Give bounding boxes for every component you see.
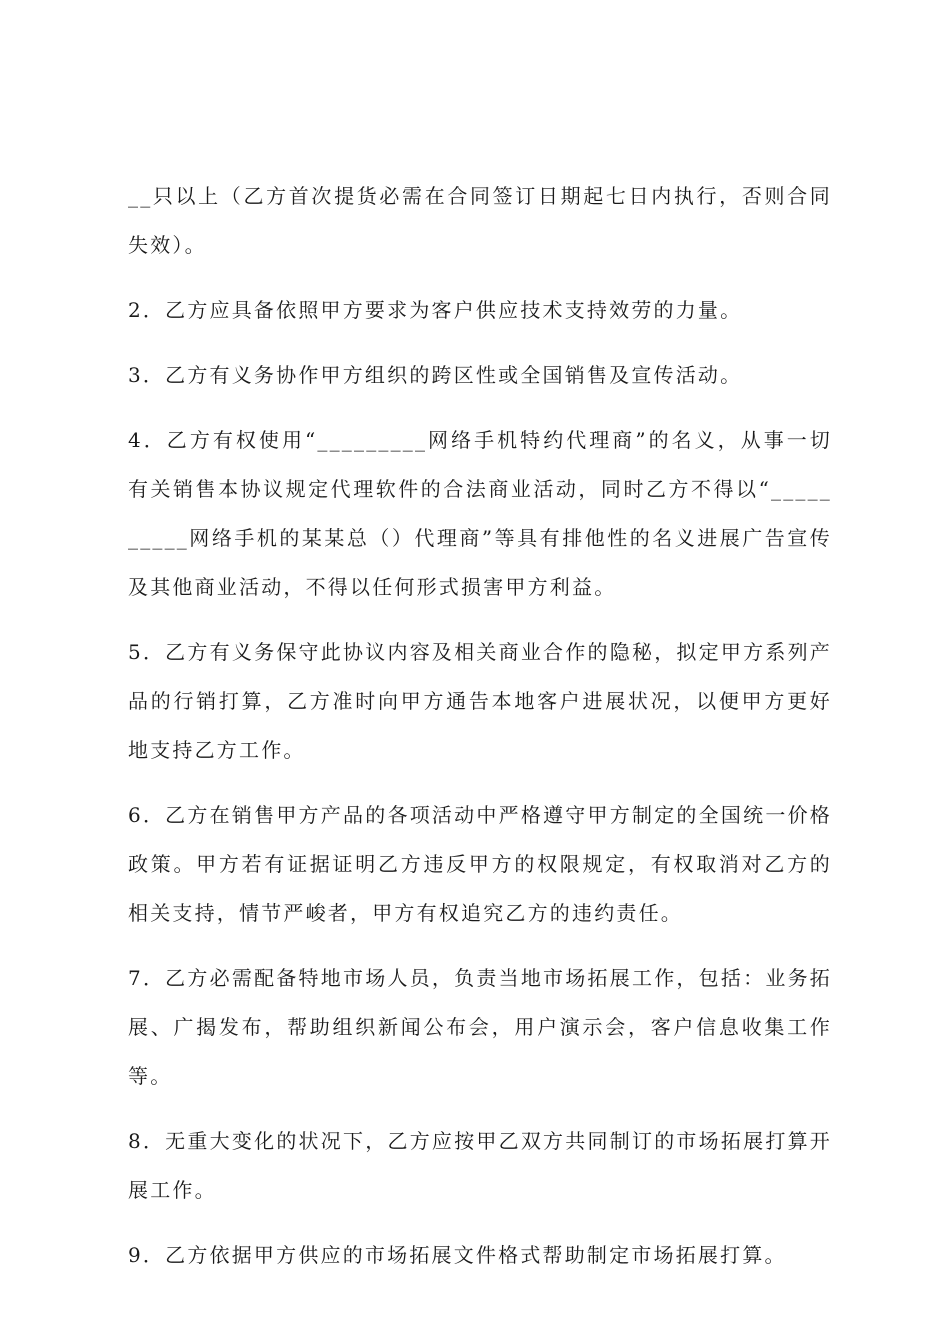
paragraph-3: 3．乙方有义务协作甲方组织的跨区性或全国销售及宣传活动。: [128, 363, 743, 387]
paragraph-6: 6．乙方在销售甲方产品的各项活动中严格遵守甲方制定的全国统一价格政策。甲方若有证据证明乙方违反甲方的权限规定，有权取消对乙方的相关支持，情节严峻者，甲方有权追究乙方的违约责任。: [128, 803, 832, 925]
paragraph-9: 9．乙方依据甲方供应的市场拓展文件格式帮助制定市场拓展打算。: [128, 1243, 787, 1267]
paragraph-2: 2．乙方应具备依照甲方要求为客户供应技术支持效劳的力量。: [128, 298, 743, 322]
paragraph-8: 8．无重大变化的状况下，乙方应按甲乙双方共同制订的市场拓展打算开展工作。: [128, 1129, 832, 1202]
paragraph-7: 7．乙方必需配备特地市场人员，负责当地市场拓展工作，包括：业务拓展、广揭发布，帮助组织新闻公布会，用户演示会，客户信息收集工作等。: [128, 966, 832, 1088]
paragraph-5: 5．乙方有义务保守此协议内容及相关商业合作的隐秘，拟定甲方系列产品的行销打算，乙方准时向甲方通告本地客户进展状况，以便甲方更好地支持乙方工作。: [128, 640, 832, 762]
document-body: [128, 184, 832, 1296]
paragraph-1: __只以上（乙方首次提货必需在合同签订日期起七日内执行，否则合同失效）。: [128, 184, 832, 257]
paragraph-4: 4．乙方有权使用“_________网络手机特约代理商”的名义，从事一切有关销售本协议规定代理软件的合法商业活动，同时乙方不得以“__________网络手机的某某总（）代理商”等具有排他性的名义进展广告宣传及其他商业活动，不得以任何形式损害甲方利益。: [128, 428, 832, 599]
